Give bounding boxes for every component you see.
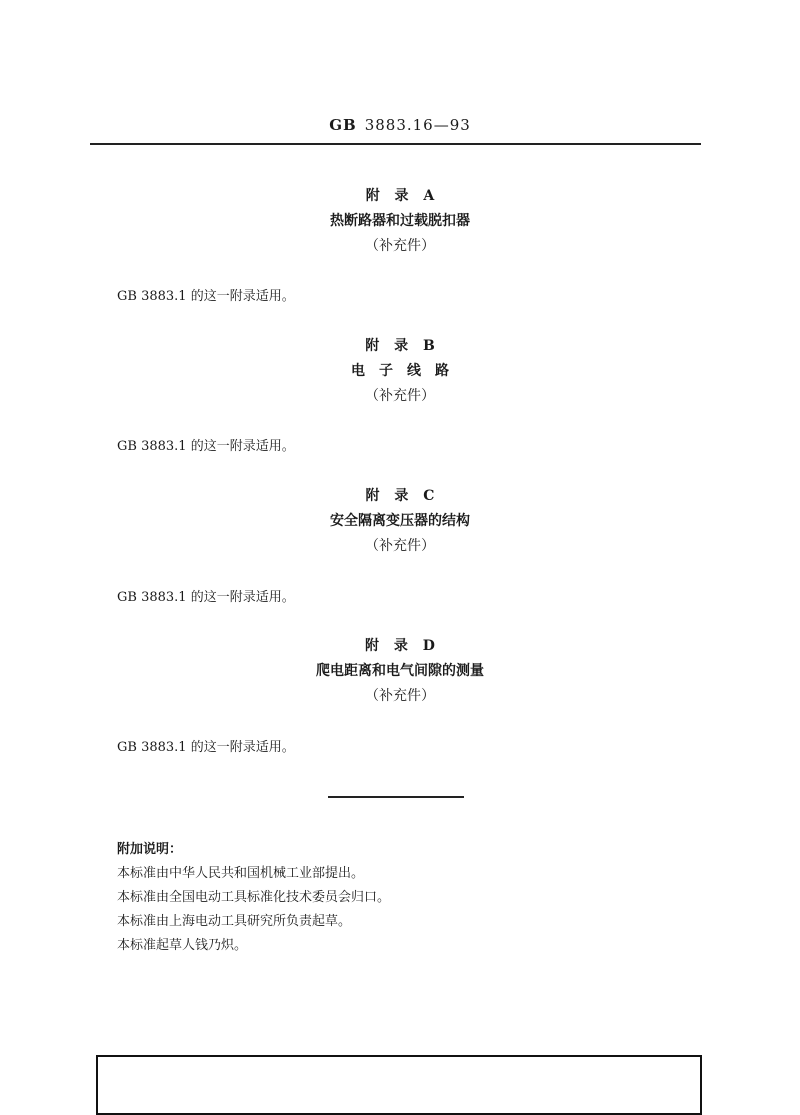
appendix-b <box>0 334 800 408</box>
appendix-title: 电子线路 <box>351 363 463 379</box>
appendix-title: 爬电距离和电气间隙的测量 <box>316 663 484 679</box>
appendix-kind: （补充件） <box>365 538 435 554</box>
appendix-label: 附 录 B <box>365 338 435 354</box>
appendix-label: 附 录 D <box>365 638 435 654</box>
appendix-title: 热断路器和过载脱扣器 <box>330 213 470 229</box>
notes-title: 附加说明： <box>117 842 183 857</box>
appendix-b-body: GB 3883.1 的这一附录适用。 <box>117 439 295 454</box>
appendix-c-body: GB 3883.1 的这一附录适用。 <box>117 590 295 605</box>
footer-frame <box>96 1055 702 1115</box>
additional-notes <box>117 838 390 958</box>
header-rule <box>90 143 701 145</box>
appendix-kind: （补充件） <box>365 388 435 404</box>
note-line: 本标准由中华人民共和国机械工业部提出。 <box>117 866 365 881</box>
appendix-c <box>0 484 800 558</box>
appendix-a <box>0 184 800 258</box>
appendix-title: 安全隔离变压器的结构 <box>330 513 470 529</box>
section-divider <box>328 796 464 798</box>
appendix-label: 附 录 C <box>365 488 435 504</box>
standard-number: 3883.16—93 <box>364 116 471 134</box>
note-line: 本标准由全国电动工具标准化技术委员会归口。 <box>117 890 391 905</box>
standard-code: GB <box>329 116 357 134</box>
appendix-d-body: GB 3883.1 的这一附录适用。 <box>117 740 295 755</box>
page-header <box>0 116 800 134</box>
appendix-kind: （补充件） <box>365 688 435 704</box>
appendix-label: 附 录 A <box>365 188 435 204</box>
appendix-d <box>0 634 800 708</box>
appendix-a-body: GB 3883.1 的这一附录适用。 <box>117 289 295 304</box>
note-line: 本标准由上海电动工具研究所负责起草。 <box>117 914 352 929</box>
appendix-kind: （补充件） <box>365 238 435 254</box>
note-line: 本标准起草人钱乃炽。 <box>117 938 248 953</box>
